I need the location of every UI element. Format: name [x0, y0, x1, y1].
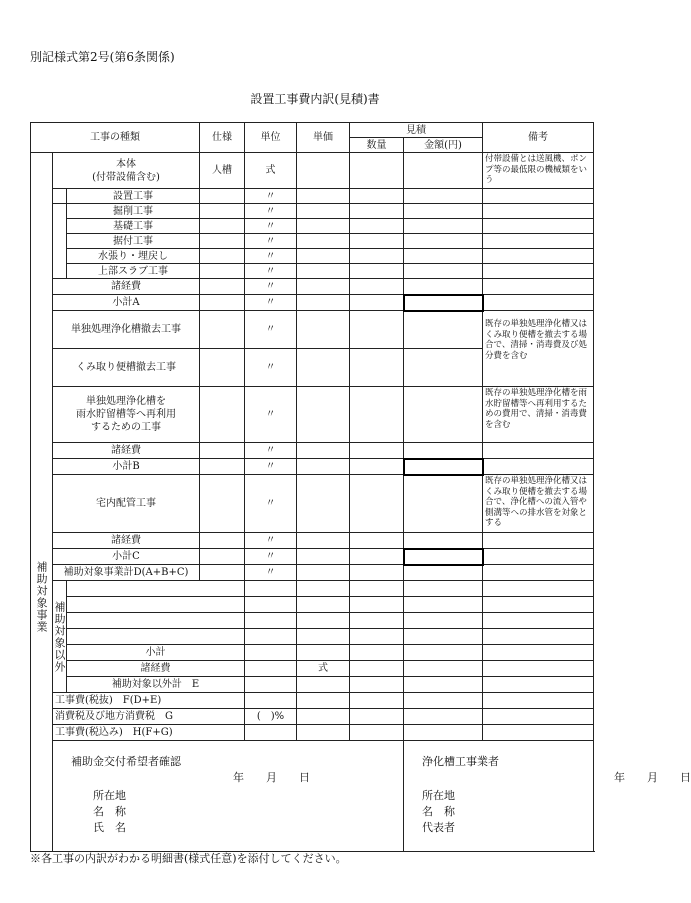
row-piping: 宅内配管工事 — [53, 475, 200, 533]
cell-empty[interactable] — [297, 311, 350, 349]
cell-empty[interactable] — [483, 549, 594, 565]
row-install: 設置工事 — [67, 189, 200, 204]
group-non-subsidy-text: 補助対象以外 — [53, 600, 66, 673]
cell-empty[interactable] — [297, 264, 350, 279]
cell-empty[interactable] — [297, 549, 350, 565]
cell-empty[interactable] — [404, 645, 483, 661]
cell-empty[interactable] — [200, 475, 245, 533]
row-water-fill: 水張り・埋戻し — [67, 249, 200, 264]
cell-empty[interactable] — [350, 189, 404, 204]
ditto: 〃 — [245, 549, 297, 565]
row-excavation: 掘削工事 — [67, 204, 200, 219]
cell-empty[interactable] — [483, 661, 594, 677]
header-unit-price: 単価 — [297, 123, 350, 153]
cell-empty[interactable] — [245, 613, 297, 629]
group-subsidy-label — [31, 153, 53, 852]
cell-empty[interactable] — [350, 597, 404, 613]
cell-empty[interactable] — [245, 581, 297, 597]
cell-empty[interactable] — [404, 475, 483, 533]
cell-empty[interactable] — [350, 549, 404, 565]
row-misc-a: 諸経費 — [53, 279, 200, 295]
cell-empty[interactable] — [350, 475, 404, 533]
cell-empty[interactable] — [297, 349, 350, 387]
cell-empty[interactable] — [350, 533, 404, 549]
cell-empty[interactable] — [404, 219, 483, 234]
footnote: ※各工事の内訳がわかる明細書(様式任意)を添付してください。 — [30, 852, 347, 865]
applicant-name-label: 名 称 — [93, 805, 126, 818]
cell-empty[interactable] — [297, 709, 350, 725]
ditto: 〃 — [245, 475, 297, 533]
cell-empty[interactable] — [404, 565, 483, 581]
cell-empty[interactable] — [245, 677, 297, 693]
row-tax: 消費税及び地方消費税 G — [53, 709, 245, 725]
cell-empty[interactable] — [404, 189, 483, 204]
row-removal-single: 単独処理浄化槽撤去工事 — [53, 311, 200, 349]
cell-empty[interactable] — [350, 443, 404, 459]
subtotal-a-amount[interactable] — [404, 295, 483, 311]
applicant-confirmation-section — [53, 741, 404, 852]
cell-empty[interactable] — [297, 613, 350, 629]
cell-empty[interactable] — [200, 349, 245, 387]
group-subsidy-text: 補助対象事業 — [35, 561, 48, 633]
cell-empty[interactable] — [297, 725, 350, 741]
ditto: 〃 — [245, 565, 297, 581]
cell-empty[interactable] — [200, 443, 245, 459]
header-work-type: 工事の種類 — [31, 123, 200, 153]
cell-empty[interactable] — [404, 204, 483, 219]
cell-empty[interactable] — [350, 613, 404, 629]
cell-empty[interactable] — [245, 597, 297, 613]
cell-empty[interactable] — [297, 677, 350, 693]
contractor-address-label: 所在地 — [422, 789, 456, 802]
ditto: 〃 — [245, 204, 297, 219]
cell-empty[interactable] — [483, 443, 594, 459]
row-body — [53, 153, 200, 189]
row-body-line1: 本体 — [116, 158, 136, 170]
cell-empty[interactable] — [297, 597, 350, 613]
cell-empty[interactable] — [200, 279, 245, 295]
cell-empty[interactable] — [297, 153, 350, 189]
cell-empty[interactable] — [200, 249, 245, 264]
cell-empty[interactable] — [350, 204, 404, 219]
cell-empty[interactable] — [350, 279, 404, 295]
cell-empty[interactable] — [483, 597, 594, 613]
cell-empty[interactable] — [200, 204, 245, 219]
cell-empty[interactable] — [350, 677, 404, 693]
cell-empty[interactable] — [350, 459, 404, 475]
ditto: 〃 — [245, 533, 297, 549]
applicant-title: 補助金交付希望者確認 — [71, 755, 181, 768]
cell-empty[interactable] — [350, 565, 404, 581]
contractor-title: 浄化槽工事業者 — [422, 755, 500, 768]
cell-empty[interactable] — [245, 725, 297, 741]
cell-empty[interactable] — [404, 311, 483, 349]
applicant-date[interactable]: 年 月 日 — [233, 771, 310, 784]
applicant-address-label: 所在地 — [93, 789, 126, 802]
cell-empty[interactable] — [200, 295, 245, 311]
ditto: 〃 — [245, 189, 297, 204]
estimate-table — [30, 122, 691, 852]
cell-empty[interactable] — [404, 693, 483, 709]
contractor-representative-label: 代表者 — [422, 821, 456, 834]
ditto: 〃 — [245, 264, 297, 279]
row-reuse — [53, 387, 200, 443]
cell-empty[interactable] — [297, 459, 350, 475]
cell-empty[interactable] — [404, 629, 483, 645]
cell-empty[interactable] — [297, 629, 350, 645]
row-upper-slab: 上部スラブ工事 — [67, 264, 200, 279]
cell-empty[interactable] — [350, 234, 404, 249]
cell-empty[interactable] — [483, 725, 594, 741]
cell-empty[interactable] — [67, 581, 245, 597]
header-remarks: 備考 — [483, 123, 594, 153]
contractor-section — [404, 741, 691, 852]
cell-empty[interactable] — [483, 693, 594, 709]
cell-empty[interactable] — [404, 234, 483, 249]
row-foundation: 基礎工事 — [67, 219, 200, 234]
cell-empty[interactable] — [297, 249, 350, 264]
cell-empty[interactable] — [200, 387, 245, 443]
row-non-total: 補助対象以外計 E — [67, 677, 245, 693]
cell-empty[interactable] — [350, 645, 404, 661]
cell-empty[interactable] — [200, 234, 245, 249]
contractor-name-label: 名 称 — [422, 805, 456, 818]
cell-empty[interactable] — [200, 311, 245, 349]
cell-empty[interactable] — [297, 295, 350, 311]
cell-empty[interactable] — [483, 629, 594, 645]
row-removal-pit: くみ取り便槽撤去工事 — [53, 349, 200, 387]
row-reuse-line1: 単独処理浄化槽を — [86, 396, 166, 407]
cell-empty[interactable] — [404, 279, 483, 295]
cell-empty[interactable] — [297, 279, 350, 295]
indent-cell — [53, 189, 67, 204]
row-subtotal-a: 小計A — [53, 295, 200, 311]
header-unit: 単位 — [245, 123, 297, 153]
row-cost-in-tax: 工事費(税込み) H(F+G) — [53, 725, 245, 741]
cell-empty[interactable] — [483, 234, 594, 249]
cell-empty[interactable] — [404, 581, 483, 597]
ditto: 〃 — [245, 295, 297, 311]
cell-empty[interactable] — [483, 189, 594, 204]
cell-empty[interactable] — [297, 189, 350, 204]
cell-empty[interactable] — [404, 443, 483, 459]
cell-empty[interactable] — [404, 725, 483, 741]
cell-empty[interactable] — [67, 597, 245, 613]
header-estimate: 見積 — [350, 123, 483, 138]
cell-empty[interactable] — [297, 475, 350, 533]
cell-empty[interactable] — [483, 645, 594, 661]
cell-empty[interactable] — [245, 629, 297, 645]
cell-empty[interactable] — [245, 645, 297, 661]
cell-empty[interactable] — [404, 249, 483, 264]
form-label: 別記様式第2号(第6条関係) — [30, 50, 175, 64]
cell-empty[interactable] — [483, 581, 594, 597]
row-subtotal-b: 小計B — [53, 459, 200, 475]
tax-rate[interactable]: ( )% — [245, 709, 297, 725]
cell-empty[interactable] — [404, 153, 483, 189]
cell-empty[interactable] — [67, 613, 245, 629]
row-mounting: 据付工事 — [67, 234, 200, 249]
row-cost-ex-tax: 工事費(税抜) F(D+E) — [53, 693, 245, 709]
cell-empty[interactable] — [350, 153, 404, 189]
subtotal-b-amount[interactable] — [404, 459, 483, 475]
ditto: 〃 — [245, 279, 297, 295]
cell-empty[interactable] — [67, 629, 245, 645]
row-non-misc: 諸経費 — [67, 661, 245, 677]
cell-empty[interactable] — [200, 565, 245, 581]
row-body-line2: (付帯設備含む) — [92, 171, 160, 183]
row-subsidy-total: 補助対象事業計D(A+B+C) — [53, 565, 200, 581]
cell-empty[interactable] — [350, 295, 404, 311]
cell-empty[interactable] — [404, 709, 483, 725]
cell-empty[interactable] — [350, 311, 404, 349]
cell-empty[interactable] — [483, 204, 594, 219]
cell-empty[interactable] — [483, 613, 594, 629]
ditto: 〃 — [245, 459, 297, 475]
cell-empty[interactable] — [350, 249, 404, 264]
cell-empty[interactable] — [245, 693, 297, 709]
cell-empty[interactable] — [297, 693, 350, 709]
cell-empty[interactable] — [200, 264, 245, 279]
cell-empty[interactable] — [350, 387, 404, 443]
contractor-date[interactable]: 年 月 日 — [614, 771, 691, 784]
cell-empty[interactable] — [404, 677, 483, 693]
header-quantity: 数量 — [350, 138, 404, 153]
row-body-spec: 人槽 — [200, 153, 245, 189]
cell-empty[interactable] — [483, 459, 594, 475]
cell-empty[interactable] — [404, 533, 483, 549]
reuse-note: 既存の単独処理浄化槽を雨水貯留槽等へ再利用するための費用で、清掃・消毒費を含む — [483, 387, 594, 443]
cell-empty[interactable] — [245, 661, 297, 677]
piping-note: 既存の単独処理浄化槽又はくみ取り便槽を撤去する場合で、浄化槽への流入管や側溝等への排水管を対象とする — [483, 475, 594, 533]
cell-empty[interactable] — [200, 549, 245, 565]
cell-empty[interactable] — [200, 459, 245, 475]
cell-empty[interactable] — [297, 234, 350, 249]
ditto: 〃 — [245, 311, 297, 349]
cell-empty[interactable] — [350, 349, 404, 387]
removal-note: 既存の単独処理浄化槽又はくみ取り便槽を撤去する場合で、清掃・消毒費及び処分費を含む — [483, 311, 594, 387]
cell-empty[interactable] — [297, 581, 350, 597]
row-misc-b: 諸経費 — [53, 443, 200, 459]
row-body-unit: 式 — [245, 153, 297, 189]
cell-empty[interactable] — [297, 533, 350, 549]
row-reuse-line3: するための工事 — [91, 422, 161, 433]
cell-empty[interactable] — [350, 264, 404, 279]
cell-empty[interactable] — [483, 295, 594, 311]
cell-empty[interactable] — [297, 645, 350, 661]
cell-empty[interactable] — [404, 387, 483, 443]
row-misc-c: 諸経費 — [53, 533, 200, 549]
cell-empty[interactable] — [404, 597, 483, 613]
cell-empty[interactable] — [350, 581, 404, 597]
cell-empty[interactable] — [297, 204, 350, 219]
ditto: 〃 — [245, 249, 297, 264]
cell-empty[interactable] — [350, 709, 404, 725]
document-title: 設置工事費内訳(見積)書 — [250, 92, 380, 106]
cell-empty[interactable] — [404, 349, 483, 387]
subtotal-c-amount[interactable] — [404, 549, 483, 565]
cell-empty[interactable] — [483, 249, 594, 264]
cell-empty[interactable] — [297, 387, 350, 443]
row-non-subtotal: 小計 — [67, 645, 245, 661]
ditto: 〃 — [245, 219, 297, 234]
cell-empty[interactable] — [200, 533, 245, 549]
ditto: 〃 — [245, 234, 297, 249]
indent-cell — [53, 204, 67, 279]
cell-empty[interactable] — [483, 219, 594, 234]
cell-empty[interactable] — [483, 279, 594, 295]
group-non-subsidy-label — [53, 581, 67, 693]
cell-empty[interactable] — [350, 629, 404, 645]
applicant-person-label: 氏 名 — [93, 821, 126, 834]
row-subtotal-c: 小計C — [53, 549, 200, 565]
ditto: 〃 — [245, 387, 297, 443]
cell-empty[interactable] — [350, 693, 404, 709]
ditto: 〃 — [245, 349, 297, 387]
cell-empty[interactable] — [483, 565, 594, 581]
header-spec: 仕様 — [200, 123, 245, 153]
cell-empty[interactable] — [350, 725, 404, 741]
cell-empty[interactable] — [200, 189, 245, 204]
cell-empty[interactable] — [483, 533, 594, 549]
cell-empty[interactable] — [404, 613, 483, 629]
cell-empty[interactable] — [404, 661, 483, 677]
cell-empty[interactable] — [350, 661, 404, 677]
cell-empty[interactable] — [404, 264, 483, 279]
cell-empty[interactable] — [483, 677, 594, 693]
ditto: 〃 — [245, 443, 297, 459]
cell-empty[interactable] — [297, 443, 350, 459]
row-body-note: 付帯設備とは送風機、ポンプ等の最低限の機械類をいう — [483, 153, 594, 189]
cell-empty[interactable] — [483, 264, 594, 279]
cell-empty[interactable] — [297, 565, 350, 581]
row-reuse-line2: 雨水貯留槽等へ再利用 — [76, 409, 176, 420]
cell-empty[interactable] — [350, 219, 404, 234]
cell-empty[interactable] — [483, 709, 594, 725]
row-non-misc-unit: 式 — [297, 661, 350, 677]
header-amount: 金額(円) — [404, 138, 483, 153]
cell-empty[interactable] — [200, 219, 245, 234]
cell-empty[interactable] — [297, 219, 350, 234]
